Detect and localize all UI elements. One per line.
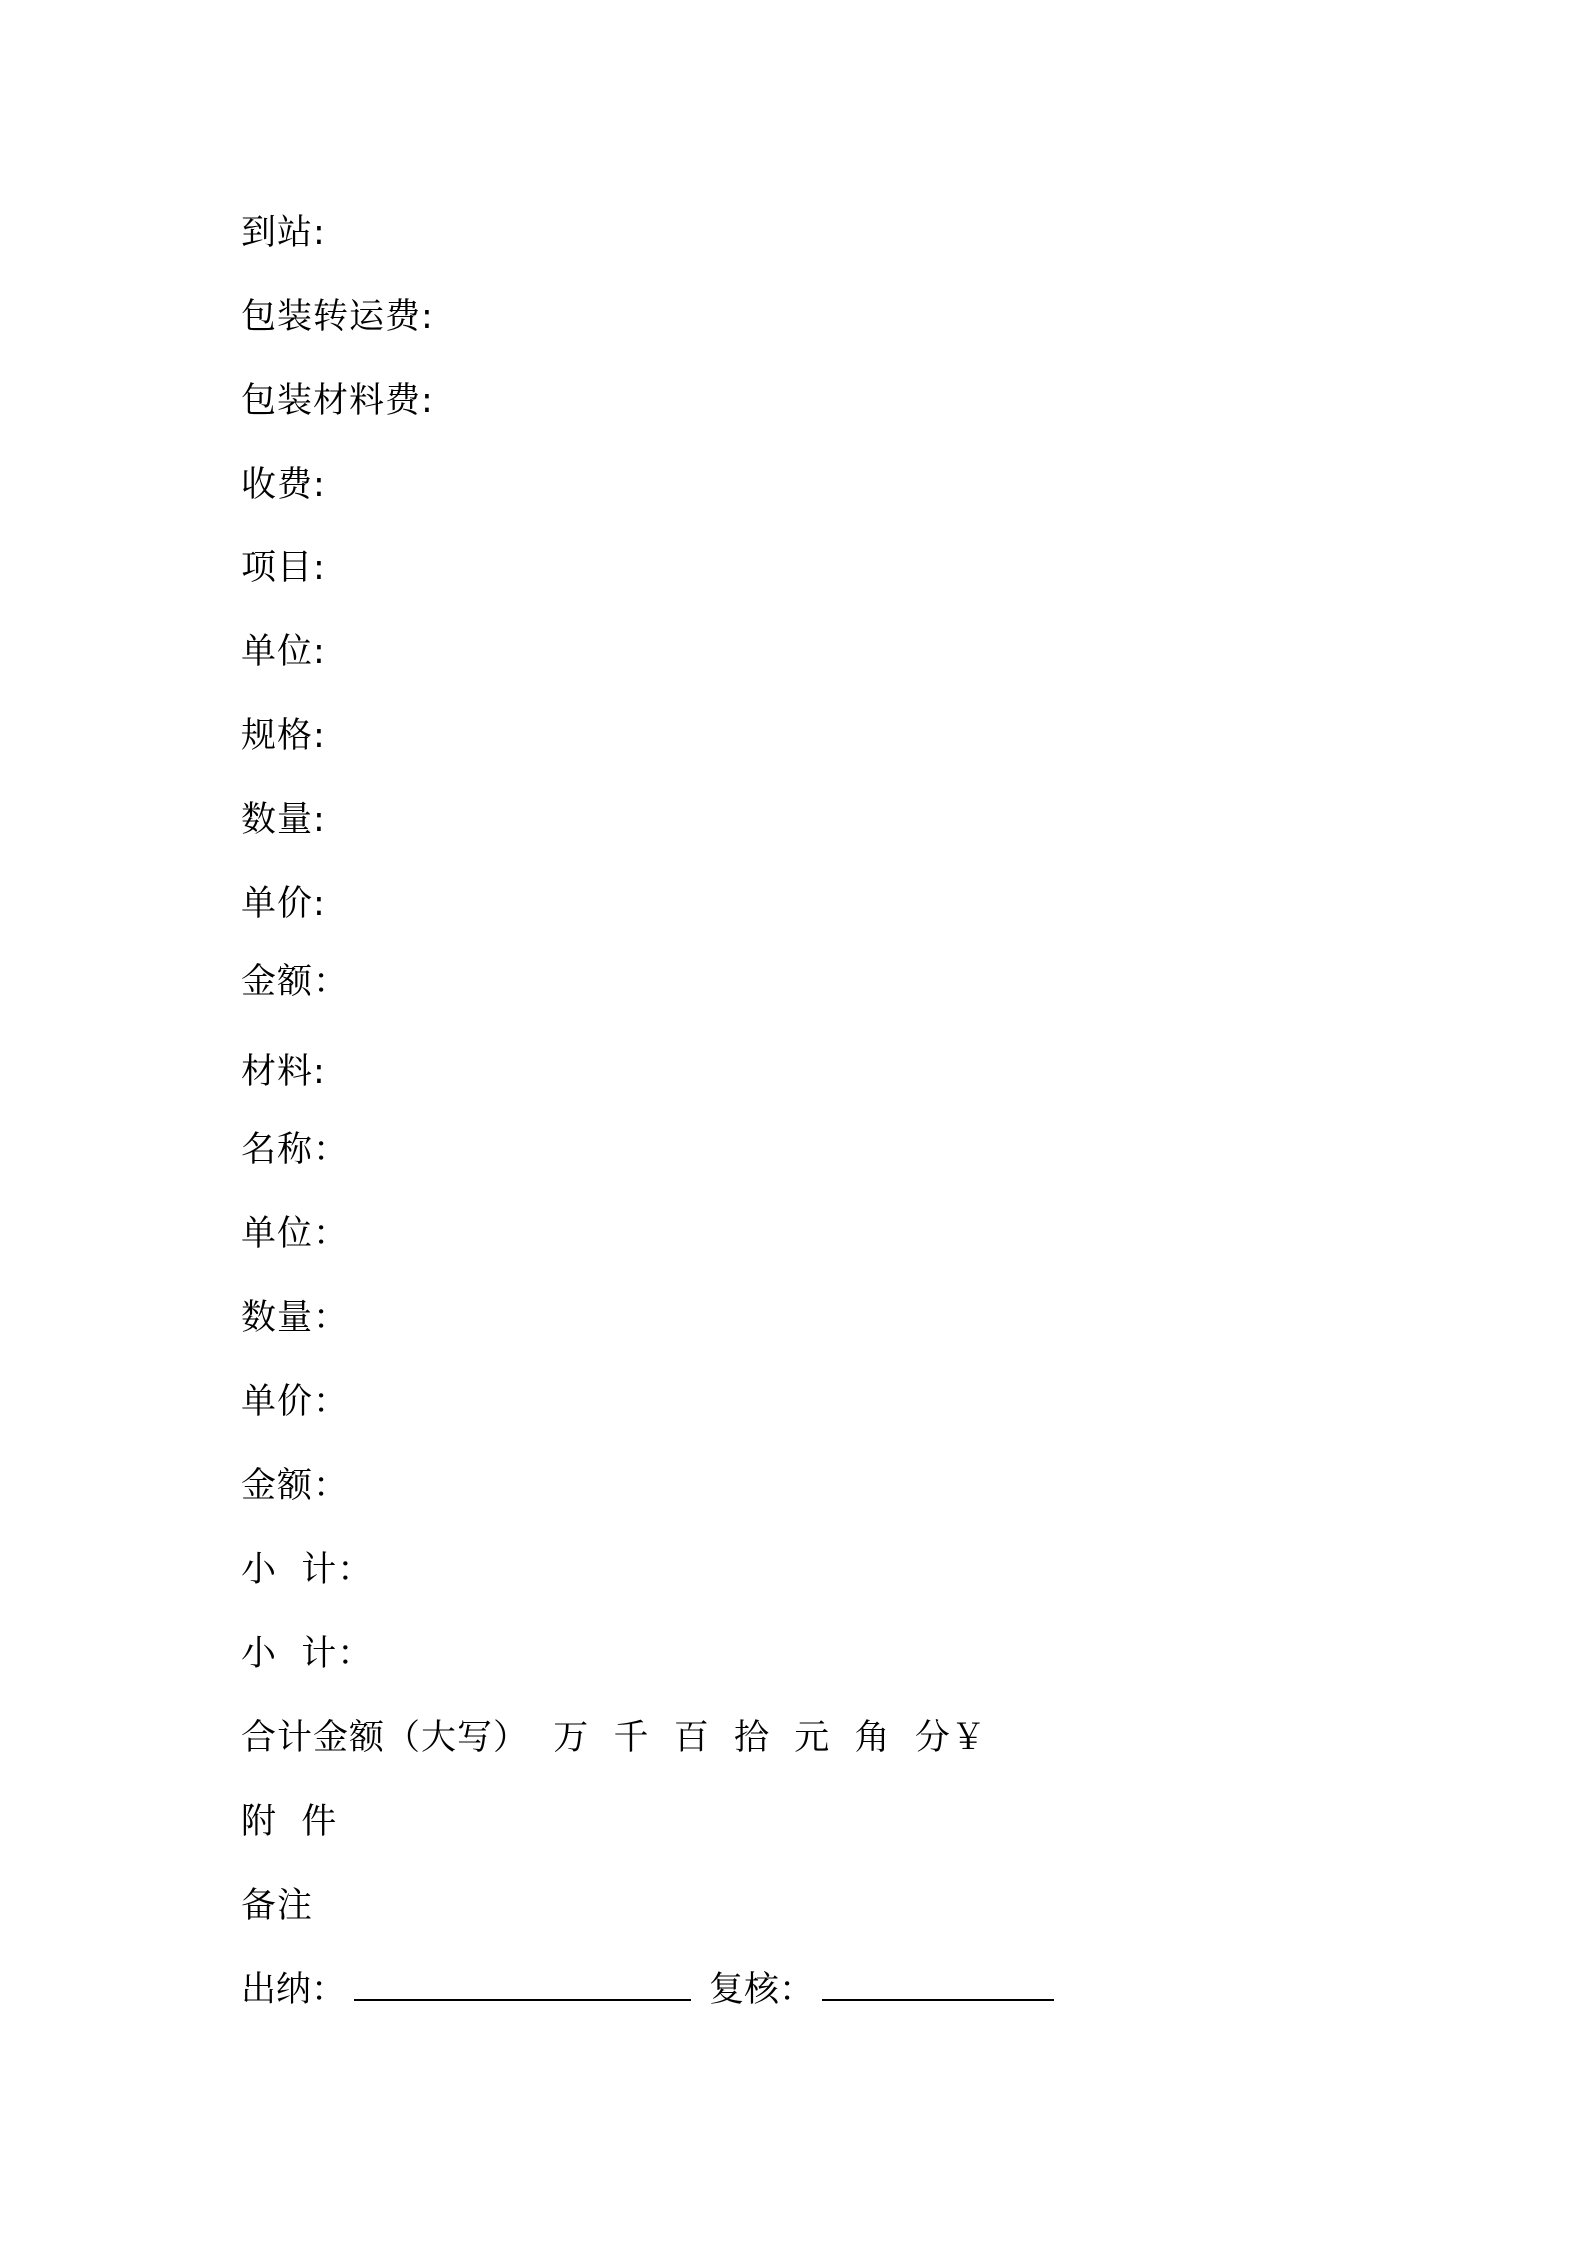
field-material: 材料: [241, 1052, 326, 1092]
field-unit-price: 单价: [241, 884, 326, 924]
field-packing-transfer-fee: 包装转运费: [241, 297, 434, 337]
field-subtotal-2: 小 计： [241, 1634, 374, 1674]
field-arrival-station: 到站: [241, 213, 326, 253]
cashier-label: 出纳： [241, 1970, 347, 2010]
reviewer-signature-blank [822, 1963, 1054, 2001]
field-remarks: 备注 [241, 1886, 314, 1926]
field-amount: 金额： [241, 962, 350, 1002]
field-subtotal-1: 小 计： [241, 1550, 374, 1590]
field-material-unit-price: 单价： [241, 1382, 350, 1422]
field-quantity: 数量: [241, 800, 326, 840]
field-attachments: 附 件 [241, 1802, 338, 1842]
signature-row [241, 1963, 1054, 2013]
field-total-amount-in-words: 合计金额（大写） 万 千 百 拾 元 角 分￥ [241, 1718, 987, 1758]
reviewer-label: 复核： [709, 1970, 815, 2010]
field-unit: 单位: [241, 632, 326, 672]
field-material-unit: 单位： [241, 1214, 350, 1254]
field-specification: 规格: [241, 716, 326, 756]
field-charges: 收费: [241, 465, 326, 505]
cashier-signature-blank [354, 1963, 691, 2001]
field-material-name: 名称： [241, 1130, 350, 1170]
field-item: 项目: [241, 548, 326, 588]
field-packing-material-fee: 包装材料费: [241, 381, 434, 421]
field-material-amount: 金额： [241, 1466, 350, 1506]
field-material-quantity: 数量： [241, 1298, 350, 1338]
